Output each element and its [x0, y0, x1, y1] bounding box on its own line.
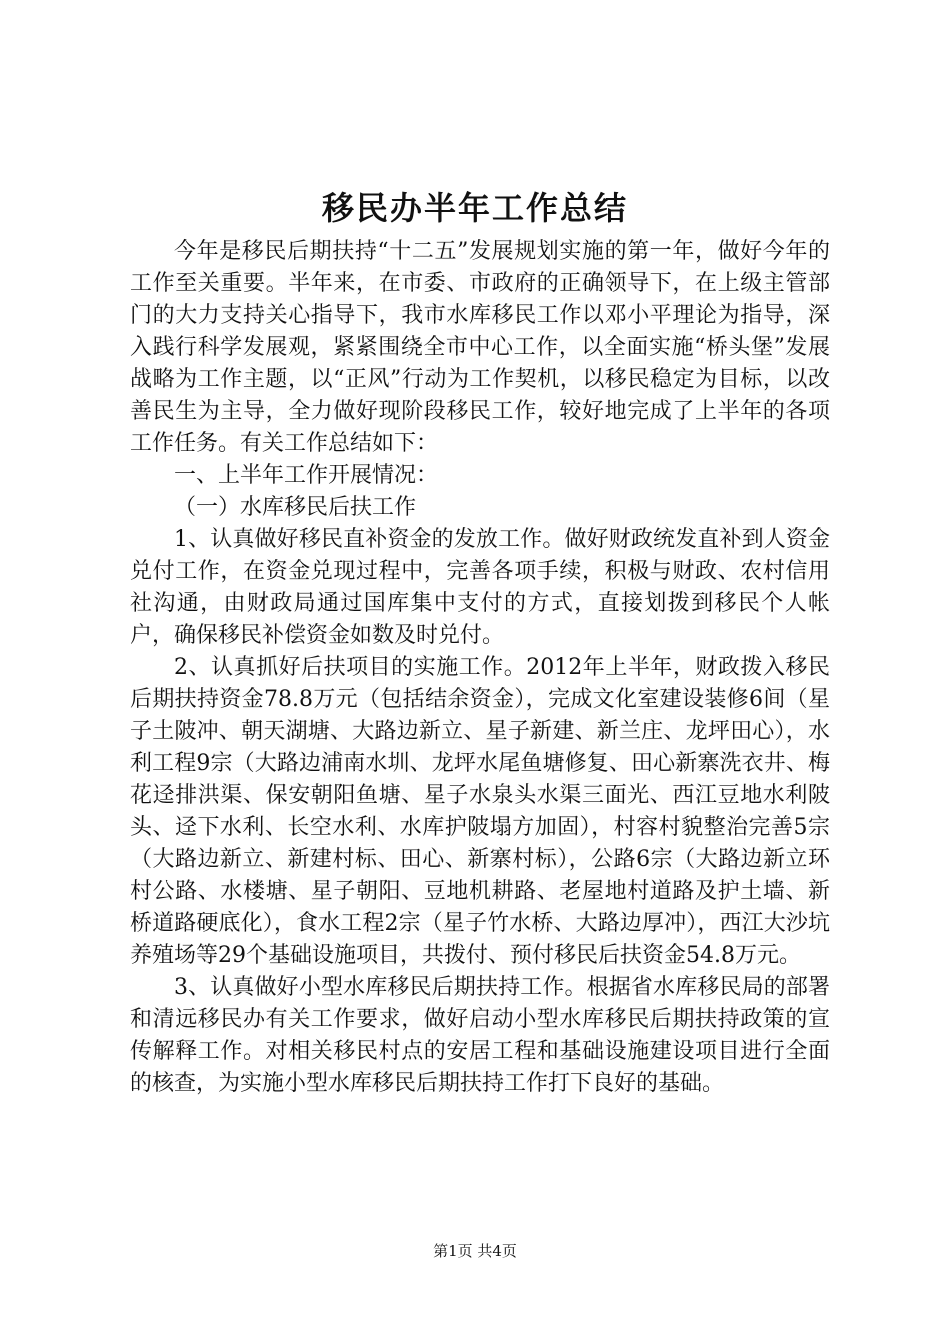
document-title: 移民办半年工作总结: [321, 189, 628, 227]
intro-paragraph: 今年是移民后期扶持“十二五”发展规划实施的第一年，做好今年的工作至关重要。半年来，在市委、市政府的正确领导下，在上级主管部门的大力支持关心指导下，我市水库移民工作以邓小平理论为指导，深入践行科学发展观，紧紧围绕全市中心工作，以全面实施“桥头堡”发展战略为工作主题，以“正风”行动为工作契机，以移民稳定为目标，以改善民生为主导，全力做好现阶段移民工作，较好地完成了上半年的各项工作任务。有关工作总结如下：: [130, 239, 830, 456]
item-paragraph-2: 2、认真抓好后扶项目的实施工作。2012年上半年，财政拨入移民后期扶持资金78.8万元（包括结余资金），完成文化室建设装修6间（星子土陂冲、朝天湖塘、大路边新立、星子新建、新兰庄、龙坪田心），水利工程9宗（大路边浦南水圳、龙坪水尾鱼塘修复、田心新寨洗衣井、梅花迳排洪渠、保安朝阳鱼塘、星子水泉头水渠三面光、西江豆地水利陂头、迳下水利、长空水利、水库护陂塌方加固），村容村貌整治完善5宗（大路边新立、新建村标、田心、新寨村标），公路6宗（大路边新立环村公路、水楼塘、星子朝阳、豆地机耕路、老屋地村道路及护土墙、新桥道路硬底化），食水工程2宗（星子竹水桥、大路边厚冲），西江大沙坑养殖场等29个基础设施项目，共拨付、预付移民后扶资金54.8万元。: [130, 655, 830, 968]
document-body: [130, 236, 830, 1100]
item-paragraph-3: 3、认真做好小型水库移民后期扶持工作。根据省水库移民局的部署和清远移民办有关工作要求，做好启动小型水库移民后期扶持政策的宣传解释工作。对相关移民村点的安居工程和基础设施建设项目进行全面的核查，为实施小型水库移民后期扶持工作打下良好的基础。: [130, 975, 830, 1096]
section-heading: 一、上半年工作开展情况：: [174, 463, 439, 488]
subsection-heading: （一）水库移民后扶工作: [174, 495, 417, 520]
page-footer: 第1页 共4页: [433, 1242, 517, 1260]
item-paragraph-1: 1、认真做好移民直补资金的发放工作。做好财政统发直补到人资金兑付工作，在资金兑现过程中，完善各项手续，积极与财政、农村信用社沟通，由财政局通过国库集中支付的方式，直接划拨到移民个人帐户，确保移民补偿资金如数及时兑付。: [130, 527, 830, 648]
